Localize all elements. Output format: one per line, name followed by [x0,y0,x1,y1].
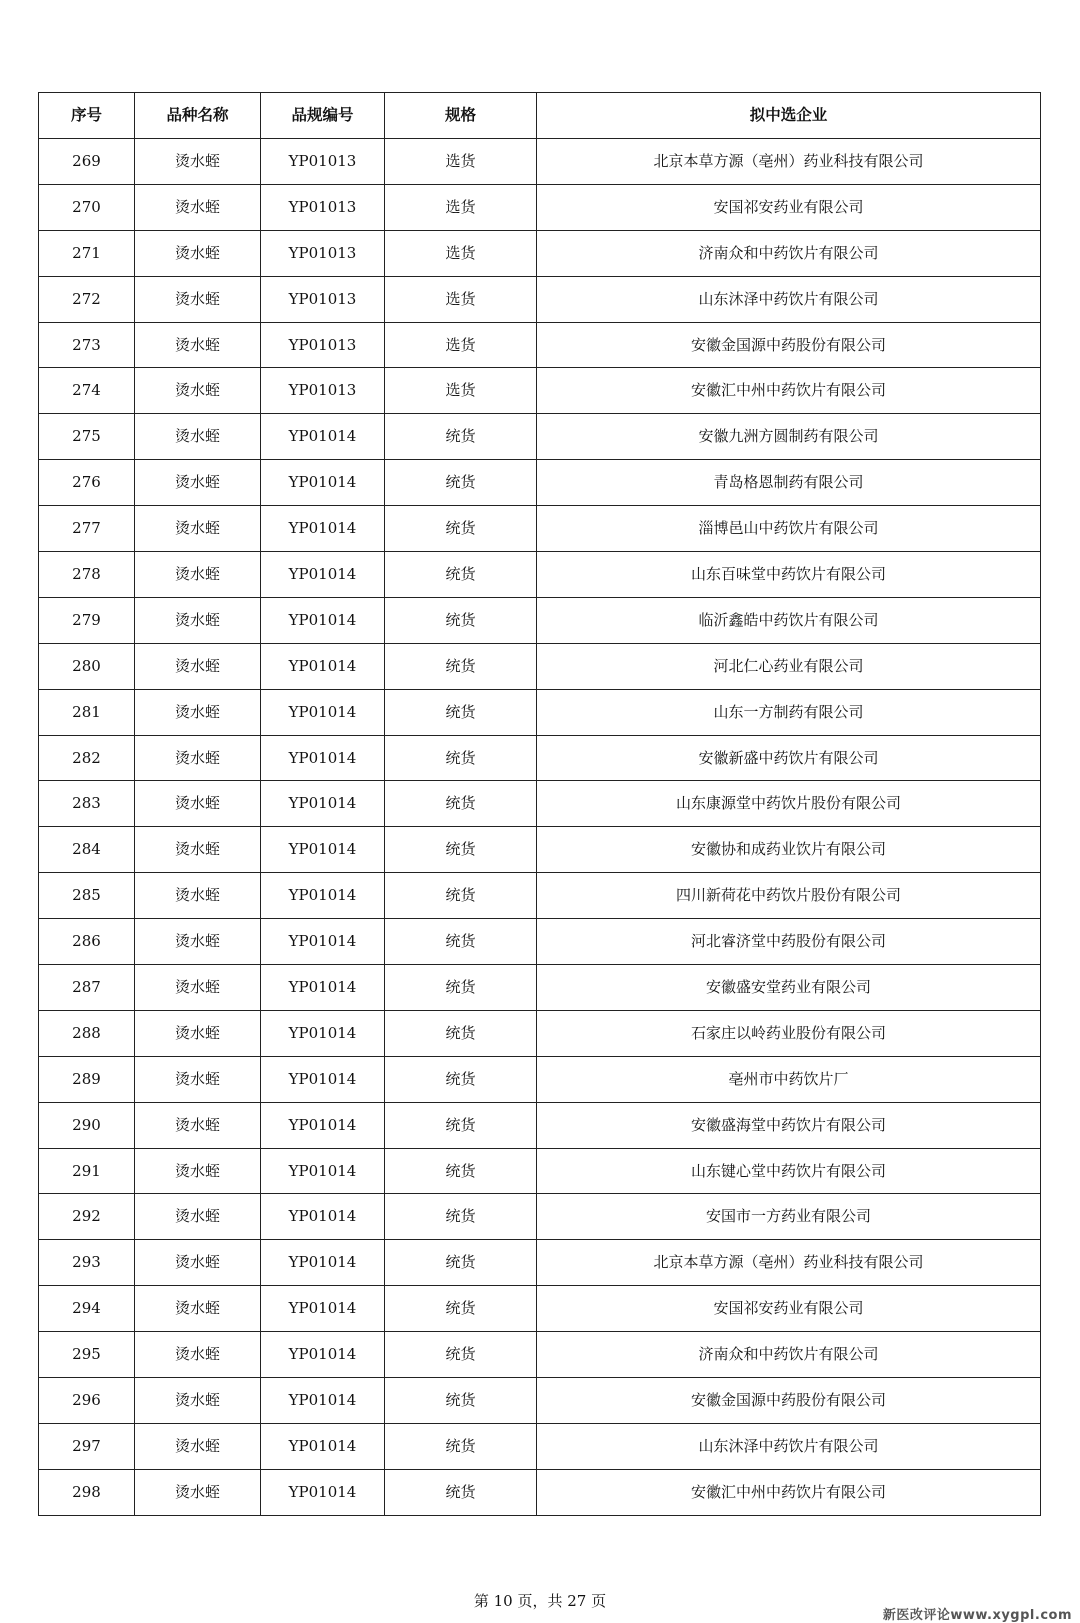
table-row [39,873,1041,919]
cell-spec-code: YP01014 [261,689,385,735]
cell-variety-name: 烫水蛭 [135,1332,261,1378]
cell-spec-code: YP01014 [261,460,385,506]
header-spec-code: 品规编号 [261,93,385,139]
cell-specification: 统货 [385,1056,537,1102]
cell-proposed-company: 安徽盛安堂药业有限公司 [537,965,1041,1011]
cell-serial-number: 282 [39,735,135,781]
header-variety-name: 品种名称 [135,93,261,139]
cell-spec-code: YP01014 [261,643,385,689]
cell-specification: 统货 [385,689,537,735]
cell-specification: 统货 [385,1378,537,1424]
cell-spec-code: YP01014 [261,1148,385,1194]
page-number: 第 10 页，共 27 页 [473,1592,607,1610]
cell-variety-name: 烫水蛭 [135,689,261,735]
cell-serial-number: 297 [39,1423,135,1469]
cell-serial-number: 278 [39,552,135,598]
cell-serial-number: 277 [39,506,135,552]
cell-serial-number: 287 [39,965,135,1011]
table-row [39,552,1041,598]
cell-variety-name: 烫水蛭 [135,139,261,185]
table-row [39,919,1041,965]
cell-proposed-company: 临沂鑫皓中药饮片有限公司 [537,597,1041,643]
cell-variety-name: 烫水蛭 [135,827,261,873]
cell-spec-code: YP01014 [261,1056,385,1102]
cell-variety-name: 烫水蛭 [135,414,261,460]
table-row [39,506,1041,552]
cell-serial-number: 275 [39,414,135,460]
cell-specification: 统货 [385,965,537,1011]
cell-proposed-company: 济南众和中药饮片有限公司 [537,1332,1041,1378]
cell-specification: 统货 [385,919,537,965]
cell-spec-code: YP01013 [261,139,385,185]
cell-spec-code: YP01014 [261,1378,385,1424]
cell-serial-number: 295 [39,1332,135,1378]
cell-serial-number: 271 [39,230,135,276]
table-row [39,827,1041,873]
cell-specification: 选货 [385,276,537,322]
cell-specification: 选货 [385,322,537,368]
cell-variety-name: 烫水蛭 [135,184,261,230]
cell-variety-name: 烫水蛭 [135,1423,261,1469]
table-row [39,1102,1041,1148]
table-row [39,1286,1041,1332]
cell-proposed-company: 安国市一方药业有限公司 [537,1194,1041,1240]
table-row [39,1332,1041,1378]
cell-spec-code: YP01013 [261,368,385,414]
cell-specification: 选货 [385,368,537,414]
cell-specification: 统货 [385,460,537,506]
cell-spec-code: YP01014 [261,1010,385,1056]
table-row [39,368,1041,414]
table-row [39,276,1041,322]
cell-variety-name: 烫水蛭 [135,919,261,965]
cell-serial-number: 276 [39,460,135,506]
table-row [39,1240,1041,1286]
cell-proposed-company: 安徽金国源中药股份有限公司 [537,1378,1041,1424]
cell-spec-code: YP01014 [261,1240,385,1286]
cell-serial-number: 291 [39,1148,135,1194]
cell-serial-number: 274 [39,368,135,414]
cell-specification: 统货 [385,1194,537,1240]
cell-variety-name: 烫水蛭 [135,230,261,276]
table-row [39,965,1041,1011]
table-row [39,414,1041,460]
selection-table [38,92,1041,1516]
cell-spec-code: YP01014 [261,965,385,1011]
cell-proposed-company: 山东一方制药有限公司 [537,689,1041,735]
cell-proposed-company: 安徽金国源中药股份有限公司 [537,322,1041,368]
cell-variety-name: 烫水蛭 [135,965,261,1011]
cell-variety-name: 烫水蛭 [135,1469,261,1515]
cell-proposed-company: 山东百味堂中药饮片有限公司 [537,552,1041,598]
cell-specification: 统货 [385,414,537,460]
header-serial-number: 序号 [39,93,135,139]
cell-proposed-company: 安国祁安药业有限公司 [537,184,1041,230]
header-proposed-company: 拟中选企业 [537,93,1041,139]
cell-variety-name: 烫水蛭 [135,643,261,689]
cell-specification: 统货 [385,506,537,552]
cell-serial-number: 290 [39,1102,135,1148]
cell-spec-code: YP01014 [261,1286,385,1332]
cell-specification: 统货 [385,1010,537,1056]
table-row [39,322,1041,368]
cell-serial-number: 285 [39,873,135,919]
cell-specification: 统货 [385,1240,537,1286]
cell-specification: 统货 [385,1332,537,1378]
cell-spec-code: YP01013 [261,230,385,276]
table-row [39,689,1041,735]
cell-serial-number: 272 [39,276,135,322]
cell-variety-name: 烫水蛭 [135,506,261,552]
cell-proposed-company: 山东沐泽中药饮片有限公司 [537,276,1041,322]
cell-spec-code: YP01014 [261,827,385,873]
cell-specification: 选货 [385,230,537,276]
cell-spec-code: YP01013 [261,322,385,368]
table-row [39,1148,1041,1194]
cell-specification: 统货 [385,597,537,643]
cell-variety-name: 烫水蛭 [135,781,261,827]
watermark: 新医改评论www.xygpl.com [882,1608,1072,1623]
cell-spec-code: YP01014 [261,1332,385,1378]
cell-variety-name: 烫水蛭 [135,1148,261,1194]
cell-specification: 选货 [385,139,537,185]
table-row [39,230,1041,276]
cell-serial-number: 270 [39,184,135,230]
cell-specification: 统货 [385,827,537,873]
cell-specification: 统货 [385,873,537,919]
cell-spec-code: YP01014 [261,781,385,827]
cell-spec-code: YP01014 [261,552,385,598]
cell-variety-name: 烫水蛭 [135,368,261,414]
cell-proposed-company: 四川新荷花中药饮片股份有限公司 [537,873,1041,919]
cell-variety-name: 烫水蛭 [135,322,261,368]
cell-spec-code: YP01014 [261,1469,385,1515]
cell-serial-number: 298 [39,1469,135,1515]
table-row [39,139,1041,185]
cell-serial-number: 286 [39,919,135,965]
cell-variety-name: 烫水蛭 [135,597,261,643]
cell-spec-code: YP01014 [261,735,385,781]
table-row [39,460,1041,506]
table-row [39,1056,1041,1102]
cell-specification: 统货 [385,1102,537,1148]
table-body [39,139,1041,1516]
cell-proposed-company: 安徽九洲方圆制药有限公司 [537,414,1041,460]
cell-proposed-company: 山东键心堂中药饮片有限公司 [537,1148,1041,1194]
cell-specification: 统货 [385,643,537,689]
table-header-row [39,93,1041,139]
cell-spec-code: YP01014 [261,873,385,919]
header-specification: 规格 [385,93,537,139]
cell-serial-number: 284 [39,827,135,873]
cell-proposed-company: 山东沐泽中药饮片有限公司 [537,1423,1041,1469]
cell-proposed-company: 河北睿济堂中药股份有限公司 [537,919,1041,965]
cell-specification: 统货 [385,1469,537,1515]
cell-spec-code: YP01014 [261,1423,385,1469]
cell-serial-number: 292 [39,1194,135,1240]
cell-proposed-company: 北京本草方源（亳州）药业科技有限公司 [537,139,1041,185]
cell-variety-name: 烫水蛭 [135,1378,261,1424]
cell-variety-name: 烫水蛭 [135,1240,261,1286]
cell-serial-number: 283 [39,781,135,827]
cell-proposed-company: 河北仁心药业有限公司 [537,643,1041,689]
cell-specification: 选货 [385,184,537,230]
table-row [39,1194,1041,1240]
cell-proposed-company: 北京本草方源（亳州）药业科技有限公司 [537,1240,1041,1286]
cell-serial-number: 293 [39,1240,135,1286]
cell-variety-name: 烫水蛭 [135,552,261,598]
cell-serial-number: 269 [39,139,135,185]
cell-proposed-company: 安国祁安药业有限公司 [537,1286,1041,1332]
cell-proposed-company: 济南众和中药饮片有限公司 [537,230,1041,276]
cell-serial-number: 289 [39,1056,135,1102]
document-page [38,92,1040,1516]
cell-variety-name: 烫水蛭 [135,1102,261,1148]
cell-proposed-company: 山东康源堂中药饮片股份有限公司 [537,781,1041,827]
table-row [39,597,1041,643]
cell-variety-name: 烫水蛭 [135,276,261,322]
cell-specification: 统货 [385,1423,537,1469]
cell-spec-code: YP01013 [261,276,385,322]
cell-serial-number: 281 [39,689,135,735]
table-row [39,781,1041,827]
cell-proposed-company: 亳州市中药饮片厂 [537,1056,1041,1102]
cell-variety-name: 烫水蛭 [135,1010,261,1056]
cell-proposed-company: 安徽盛海堂中药饮片有限公司 [537,1102,1041,1148]
cell-specification: 统货 [385,1148,537,1194]
cell-spec-code: YP01013 [261,184,385,230]
cell-serial-number: 288 [39,1010,135,1056]
cell-variety-name: 烫水蛭 [135,1056,261,1102]
table-row [39,1469,1041,1515]
cell-serial-number: 273 [39,322,135,368]
table-row [39,1423,1041,1469]
cell-proposed-company: 安徽新盛中药饮片有限公司 [537,735,1041,781]
cell-spec-code: YP01014 [261,414,385,460]
cell-proposed-company: 淄博邑山中药饮片有限公司 [537,506,1041,552]
cell-proposed-company: 安徽协和成药业饮片有限公司 [537,827,1041,873]
table-row [39,1378,1041,1424]
cell-specification: 统货 [385,781,537,827]
cell-spec-code: YP01014 [261,597,385,643]
cell-variety-name: 烫水蛭 [135,1286,261,1332]
table-row [39,643,1041,689]
cell-spec-code: YP01014 [261,919,385,965]
cell-serial-number: 280 [39,643,135,689]
cell-specification: 统货 [385,552,537,598]
cell-serial-number: 294 [39,1286,135,1332]
cell-specification: 统货 [385,735,537,781]
cell-spec-code: YP01014 [261,506,385,552]
cell-variety-name: 烫水蛭 [135,1194,261,1240]
cell-variety-name: 烫水蛭 [135,460,261,506]
cell-specification: 统货 [385,1286,537,1332]
table-row [39,735,1041,781]
table-row [39,184,1041,230]
cell-proposed-company: 安徽汇中州中药饮片有限公司 [537,368,1041,414]
cell-spec-code: YP01014 [261,1194,385,1240]
cell-serial-number: 296 [39,1378,135,1424]
cell-spec-code: YP01014 [261,1102,385,1148]
cell-proposed-company: 安徽汇中州中药饮片有限公司 [537,1469,1041,1515]
cell-proposed-company: 青岛格恩制药有限公司 [537,460,1041,506]
table-row [39,1010,1041,1056]
cell-variety-name: 烫水蛭 [135,873,261,919]
cell-proposed-company: 石家庄以岭药业股份有限公司 [537,1010,1041,1056]
cell-variety-name: 烫水蛭 [135,735,261,781]
cell-serial-number: 279 [39,597,135,643]
